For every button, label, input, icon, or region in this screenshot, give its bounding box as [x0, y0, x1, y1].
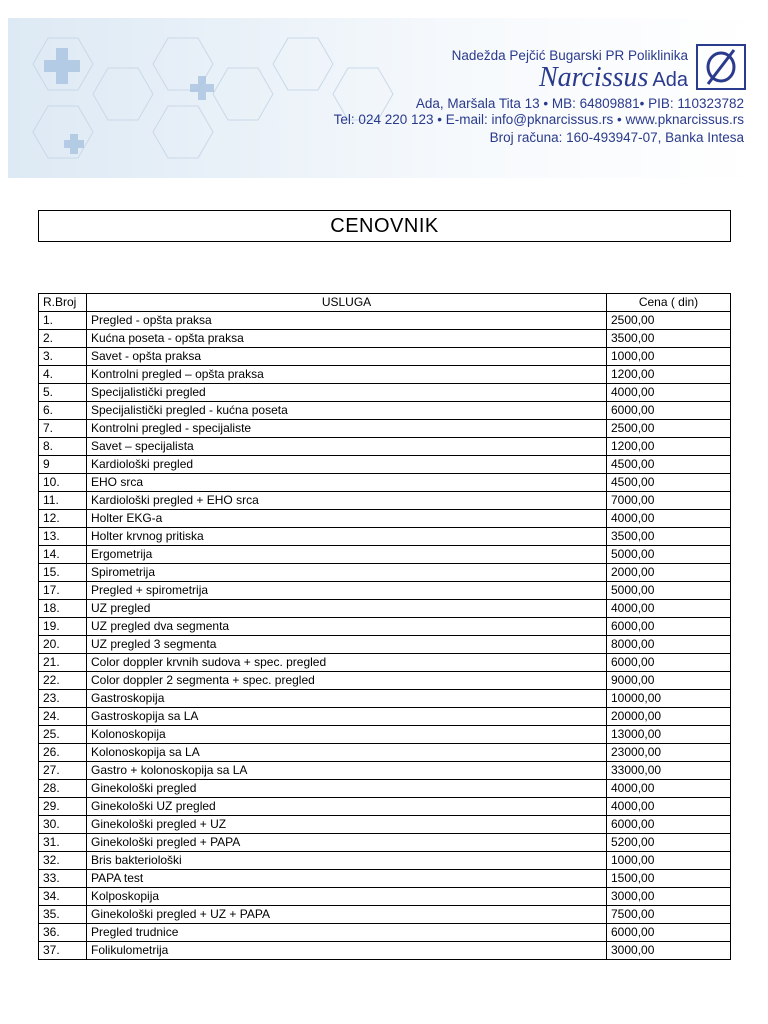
- row-number: 35.: [39, 906, 87, 924]
- row-number: 5.: [39, 384, 87, 402]
- row-number: 14.: [39, 546, 87, 564]
- service-price: 1500,00: [607, 870, 731, 888]
- row-number: 36.: [39, 924, 87, 942]
- service-name: Bris bakteriološki: [87, 852, 607, 870]
- clinic-bank-account: Broj računa: 160-493947-07, Banka Intesa: [489, 130, 744, 145]
- table-row: [39, 942, 731, 960]
- row-number: 30.: [39, 816, 87, 834]
- row-number: 33.: [39, 870, 87, 888]
- table-row: [39, 834, 731, 852]
- service-price: 33000,00: [607, 762, 731, 780]
- service-name: Ginekološki pregled + UZ: [87, 816, 607, 834]
- service-price: 5200,00: [607, 834, 731, 852]
- service-name: Holter EKG-a: [87, 510, 607, 528]
- service-price: 6000,00: [607, 924, 731, 942]
- service-name: Pregled trudnice: [87, 924, 607, 942]
- service-price: 6000,00: [607, 402, 731, 420]
- row-number: 29.: [39, 798, 87, 816]
- service-price: 1000,00: [607, 852, 731, 870]
- service-price: 3000,00: [607, 942, 731, 960]
- service-price: 5000,00: [607, 546, 731, 564]
- table-row: [39, 564, 731, 582]
- row-number: 31.: [39, 834, 87, 852]
- service-price: 7500,00: [607, 906, 731, 924]
- column-header-service: USLUGA: [87, 294, 607, 312]
- row-number: 2.: [39, 330, 87, 348]
- service-price: 1000,00: [607, 348, 731, 366]
- row-number: 15.: [39, 564, 87, 582]
- row-number: 1.: [39, 312, 87, 330]
- service-name: Ginekološki pregled: [87, 780, 607, 798]
- row-number: 18.: [39, 600, 87, 618]
- service-price: 3500,00: [607, 528, 731, 546]
- row-number: 9: [39, 456, 87, 474]
- table-row: [39, 636, 731, 654]
- service-price: 20000,00: [607, 708, 731, 726]
- service-name: UZ pregled 3 segmenta: [87, 636, 607, 654]
- table-row: [39, 690, 731, 708]
- column-header-price: Cena ( din): [607, 294, 731, 312]
- row-number: 24.: [39, 708, 87, 726]
- table-row: [39, 726, 731, 744]
- row-number: 28.: [39, 780, 87, 798]
- row-number: 11.: [39, 492, 87, 510]
- slashed-o-logo-icon: [696, 44, 746, 90]
- brand-name: Narcissus: [538, 62, 649, 93]
- table-row: [39, 474, 731, 492]
- service-name: Gastroskopija: [87, 690, 607, 708]
- service-price: 5000,00: [607, 582, 731, 600]
- service-name: Specijalistički pregled - kućna poseta: [87, 402, 607, 420]
- table-row: [39, 528, 731, 546]
- table-row: [39, 492, 731, 510]
- service-price: 4500,00: [607, 474, 731, 492]
- row-number: 13.: [39, 528, 87, 546]
- table-row: [39, 546, 731, 564]
- row-number: 10.: [39, 474, 87, 492]
- table-row: [39, 906, 731, 924]
- service-name: UZ pregled dva segmenta: [87, 618, 607, 636]
- row-number: 26.: [39, 744, 87, 762]
- table-row: [39, 654, 731, 672]
- table-row: [39, 330, 731, 348]
- clinic-address: Ada, Maršala Tita 13 • MB: 64809881• PIB: 110323782: [415, 96, 744, 111]
- service-name: Kardiološki pregled: [87, 456, 607, 474]
- row-number: 4.: [39, 366, 87, 384]
- row-number: 20.: [39, 636, 87, 654]
- table-row: [39, 708, 731, 726]
- table-row: [39, 744, 731, 762]
- service-name: Color doppler 2 segmenta + spec. pregled: [87, 672, 607, 690]
- table-row: [39, 618, 731, 636]
- service-name: Color doppler krvnih sudova + spec. pregled: [87, 654, 607, 672]
- document-title: CENOVNIK: [38, 210, 731, 242]
- table-row: [39, 384, 731, 402]
- table-row: [39, 762, 731, 780]
- row-number: 8.: [39, 438, 87, 456]
- table-row: [39, 816, 731, 834]
- service-name: Holter krvnog pritiska: [87, 528, 607, 546]
- table-row: [39, 402, 731, 420]
- service-name: Pregled - opšta praksa: [87, 312, 607, 330]
- table-row: [39, 924, 731, 942]
- table-row: [39, 780, 731, 798]
- service-price: 3500,00: [607, 330, 731, 348]
- row-number: 22.: [39, 672, 87, 690]
- service-name: Kontrolni pregled – opšta praksa: [87, 366, 607, 384]
- table-row: [39, 312, 731, 330]
- table-row: [39, 348, 731, 366]
- table-row: [39, 510, 731, 528]
- row-number: 19.: [39, 618, 87, 636]
- table-row: [39, 798, 731, 816]
- row-number: 7.: [39, 420, 87, 438]
- row-number: 3.: [39, 348, 87, 366]
- row-number: 34.: [39, 888, 87, 906]
- service-name: Kardiološki pregled + EHO srca: [87, 492, 607, 510]
- service-name: Ginekološki UZ pregled: [87, 798, 607, 816]
- price-table: [38, 293, 731, 960]
- service-price: 23000,00: [607, 744, 731, 762]
- row-number: 23.: [39, 690, 87, 708]
- table-row: [39, 582, 731, 600]
- service-price: 2000,00: [607, 564, 731, 582]
- service-name: Gastro + kolonoskopija sa LA: [87, 762, 607, 780]
- service-price: 4000,00: [607, 384, 731, 402]
- table-row: [39, 888, 731, 906]
- service-price: 4000,00: [607, 780, 731, 798]
- brand-suffix: Ada: [652, 69, 688, 91]
- service-name: Kontrolni pregled - specijaliste: [87, 420, 607, 438]
- service-price: 6000,00: [607, 618, 731, 636]
- table-row: [39, 366, 731, 384]
- table-row: [39, 672, 731, 690]
- table-row: [39, 456, 731, 474]
- service-price: 4500,00: [607, 456, 731, 474]
- service-name: PAPA test: [87, 870, 607, 888]
- table-row: [39, 852, 731, 870]
- row-number: 6.: [39, 402, 87, 420]
- service-name: Savet – specijalista: [87, 438, 607, 456]
- service-name: Pregled + spirometrija: [87, 582, 607, 600]
- service-name: Kućna poseta - opšta praksa: [87, 330, 607, 348]
- service-name: Gastroskopija sa LA: [87, 708, 607, 726]
- service-name: Kolposkopija: [87, 888, 607, 906]
- table-row: [39, 870, 731, 888]
- service-price: 1200,00: [607, 366, 731, 384]
- row-number: 32.: [39, 852, 87, 870]
- row-number: 12.: [39, 510, 87, 528]
- table-row: [39, 438, 731, 456]
- row-number: 21.: [39, 654, 87, 672]
- service-price: 4000,00: [607, 798, 731, 816]
- service-price: 2500,00: [607, 312, 731, 330]
- service-name: Specijalistički pregled: [87, 384, 607, 402]
- row-number: 17.: [39, 582, 87, 600]
- service-price: 9000,00: [607, 672, 731, 690]
- table-header-row: [39, 294, 731, 312]
- clinic-contact: Tel: 024 220 123 • E-mail: info@pknarcissus.rs • www.pknarcissus.rs: [333, 112, 744, 127]
- service-name: Ginekološki pregled + UZ + PAPA: [87, 906, 607, 924]
- row-number: 37.: [39, 942, 87, 960]
- column-header-number: R.Broj: [39, 294, 87, 312]
- service-name: Ergometrija: [87, 546, 607, 564]
- service-price: 1200,00: [607, 438, 731, 456]
- service-name: Folikulometrija: [87, 942, 607, 960]
- service-name: Kolonoskopija: [87, 726, 607, 744]
- row-number: 25.: [39, 726, 87, 744]
- clinic-owner-line: Nadežda Pejčić Bugarski PR Poliklinika: [451, 48, 688, 63]
- clinic-brand-name: [539, 62, 688, 96]
- service-price: 2500,00: [607, 420, 731, 438]
- service-price: 4000,00: [607, 510, 731, 528]
- service-price: 10000,00: [607, 690, 731, 708]
- service-price: 4000,00: [607, 600, 731, 618]
- service-name: Spirometrija: [87, 564, 607, 582]
- service-price: 6000,00: [607, 654, 731, 672]
- service-price: 6000,00: [607, 816, 731, 834]
- service-name: Ginekološki pregled + PAPA: [87, 834, 607, 852]
- service-name: EHO srca: [87, 474, 607, 492]
- service-name: UZ pregled: [87, 600, 607, 618]
- table-row: [39, 420, 731, 438]
- letterhead: [8, 18, 760, 178]
- service-price: 7000,00: [607, 492, 731, 510]
- row-number: 27.: [39, 762, 87, 780]
- service-price: 13000,00: [607, 726, 731, 744]
- service-name: Kolonoskopija sa LA: [87, 744, 607, 762]
- service-name: Savet - opšta praksa: [87, 348, 607, 366]
- service-price: 3000,00: [607, 888, 731, 906]
- service-price: 8000,00: [607, 636, 731, 654]
- table-row: [39, 600, 731, 618]
